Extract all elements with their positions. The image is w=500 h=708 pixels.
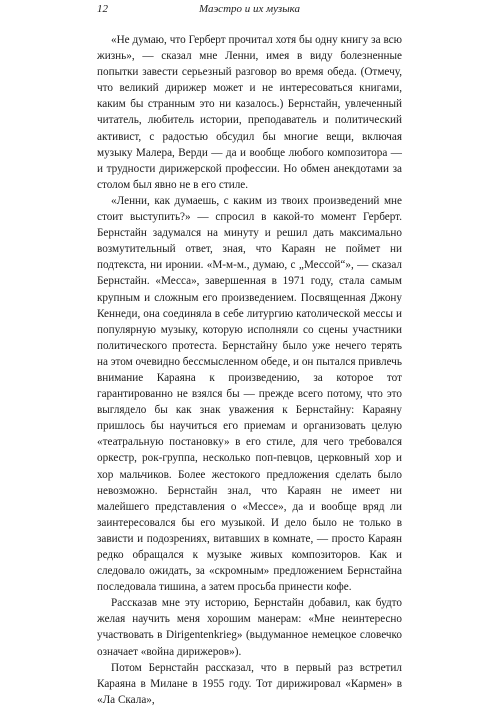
body-text bbox=[97, 32, 402, 708]
paragraph: Потом Бернстайн рассказал, что в первый раз встретил Караяна в Милане в 1955 году. Тот дирижировал «Кармен» в «Ла Скала», bbox=[97, 661, 402, 706]
paragraph: Рассказав мне эту историю, Бернстайн добавил, как будто желая научить меня хорошим манерам: «Мне неинтересно участвовать в Dirigentenkrieg» (выдуманное немецкое словечко означает «война дирижеров»). bbox=[97, 597, 402, 658]
paragraph: «Ленни, как думаешь, с каким из твоих произведений мне стоит выступить?» — спросил в какой-то момент Герберт. Бернстайн задумался на минуту и решил дать максимально возмутительный ответ, зная, что Караян не поймет ни подтекста, ни иронии. «М-м-м., думаю, с „Мессой“», — сказал Бернстайн. «Месса», завершенная в 1971 году, стала самым крупным и сложным его произведением. Посвященная Джону Кеннеди, она соединяла в себе литургию католической мессы и популярную музыку, которую исполняли со сцены участники политического протеста. Бернстайну было уже нечего терять на этом очевидно бессмысленном обеде, и он пытался привлечь внимание Караяна к произведению, за которое тот гарантированно не взялся бы — прежде всего потому, что это выглядело бы как знак уважения к Бернстайну: Караяну пришлось бы научиться его приемам и организовать целую «театральную постановку» в его стиле, для чего требовался оркестр, рок-группа, несколько поп-певцов, церковный хор и хор мальчиков. Более жестокого предложения сделать было невозможно. Бернстайн знал, что Караян не имеет ни малейшего представления о «Мессе», да и вообще вряд ли заинтересовался бы его музыкой. И дело было не только в зависти и подозрениях, витавших в комнате, — просто Караян редко обращался к музыке живых композиторов. Как и следовало ожидать, за «скромным» предложением Бернстайна последовала тишина, а затем просьба принести кофе. bbox=[97, 194, 402, 594]
page-number: 12 bbox=[97, 3, 108, 15]
paragraph: «Не думаю, что Герберт прочитал хотя бы одну книгу за всю жизнь», — сказал мне Ленни, имея в виду болезненные попытки завести серьезный разговор во время обеда. (Отмечу, что великий дирижер может и не интересоваться книгами, каким бы странным это ни казалось.) Бернстайн, увлеченный читатель, любитель истории, преподаватель и политический активист, с радостью обсудил бы многие вещи, включая музыку Малера, Верди — да и вообще любого композитора — и трудности дирижерской профессии. Но обмен анекдотами за столом был явно не в его стиле. bbox=[97, 34, 402, 191]
running-title: Маэстро и их музыка bbox=[198, 3, 301, 15]
page-header bbox=[97, 2, 402, 16]
